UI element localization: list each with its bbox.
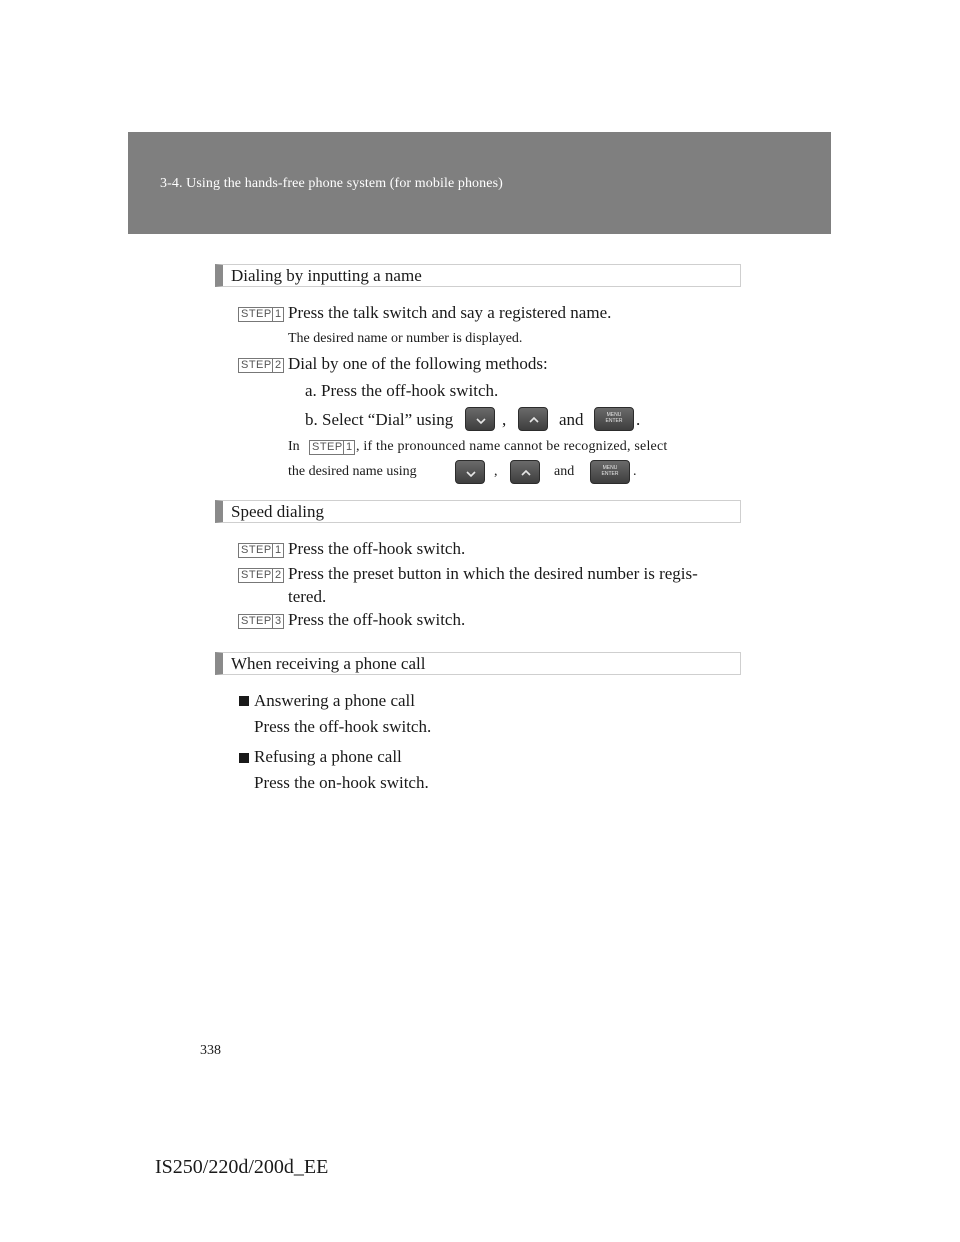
step-badge: STEP 2: [238, 568, 284, 583]
step-badge: STEP 1: [238, 543, 284, 558]
page-number: 338: [200, 1043, 221, 1058]
menu-enter-button-icon: MENU ENTER: [594, 407, 634, 431]
section-heading-dialing-by-name: [215, 264, 741, 287]
step-badge: STEP 1: [238, 307, 284, 322]
subheading: Answering a phone call: [254, 691, 415, 710]
step-text: Dial by one of the following methods:: [288, 354, 548, 373]
section-heading-speed-dialing: [215, 500, 741, 523]
step-text: Press the off-hook switch.: [288, 539, 466, 558]
chevron-down-button-icon: [465, 407, 495, 431]
step-badge: STEP 2: [238, 358, 284, 373]
chevron-up-button-icon: [518, 407, 548, 431]
option-b-text: b. Select “Dial” using: [305, 410, 454, 429]
option-a-text: a. Press the off-hook switch.: [305, 381, 499, 400]
step-note: The desired name or number is displayed.: [288, 331, 523, 346]
section-title: When receiving a phone call: [231, 654, 426, 673]
chevron-up-button-icon: [510, 460, 540, 484]
section-title: Dialing by inputting a name: [231, 266, 422, 285]
step-badge-reference: STEP 1: [309, 440, 355, 455]
section-title: Speed dialing: [231, 502, 325, 521]
note-text: the desired name using: [288, 464, 417, 479]
step-text: Press the talk switch and say a registered name.: [288, 303, 612, 322]
step-badge: STEP 3: [238, 614, 284, 629]
step-text: tered.: [288, 587, 327, 606]
chevron-down-button-icon: [455, 460, 485, 484]
note-text: In: [288, 439, 300, 454]
chapter-header: [128, 132, 831, 234]
step-text: Press the preset button in which the desired number is regis-: [288, 564, 698, 583]
square-bullet-icon: [239, 753, 249, 763]
step-text: Press the off-hook switch.: [288, 610, 466, 629]
body-text: Press the off-hook switch.: [254, 717, 432, 736]
subheading: Refusing a phone call: [254, 747, 402, 766]
note-text: , if the pronounced name cannot be recognized, select: [356, 439, 668, 454]
chapter-title: 3-4. Using the hands-free phone system (for mobile phones): [160, 176, 503, 191]
square-bullet-icon: [239, 696, 249, 706]
model-code: IS250/220d/200d_EE: [155, 1156, 329, 1178]
section-heading-receiving-call: [215, 652, 741, 675]
menu-enter-button-icon: MENU ENTER: [590, 460, 630, 484]
body-text: Press the on-hook switch.: [254, 773, 429, 792]
